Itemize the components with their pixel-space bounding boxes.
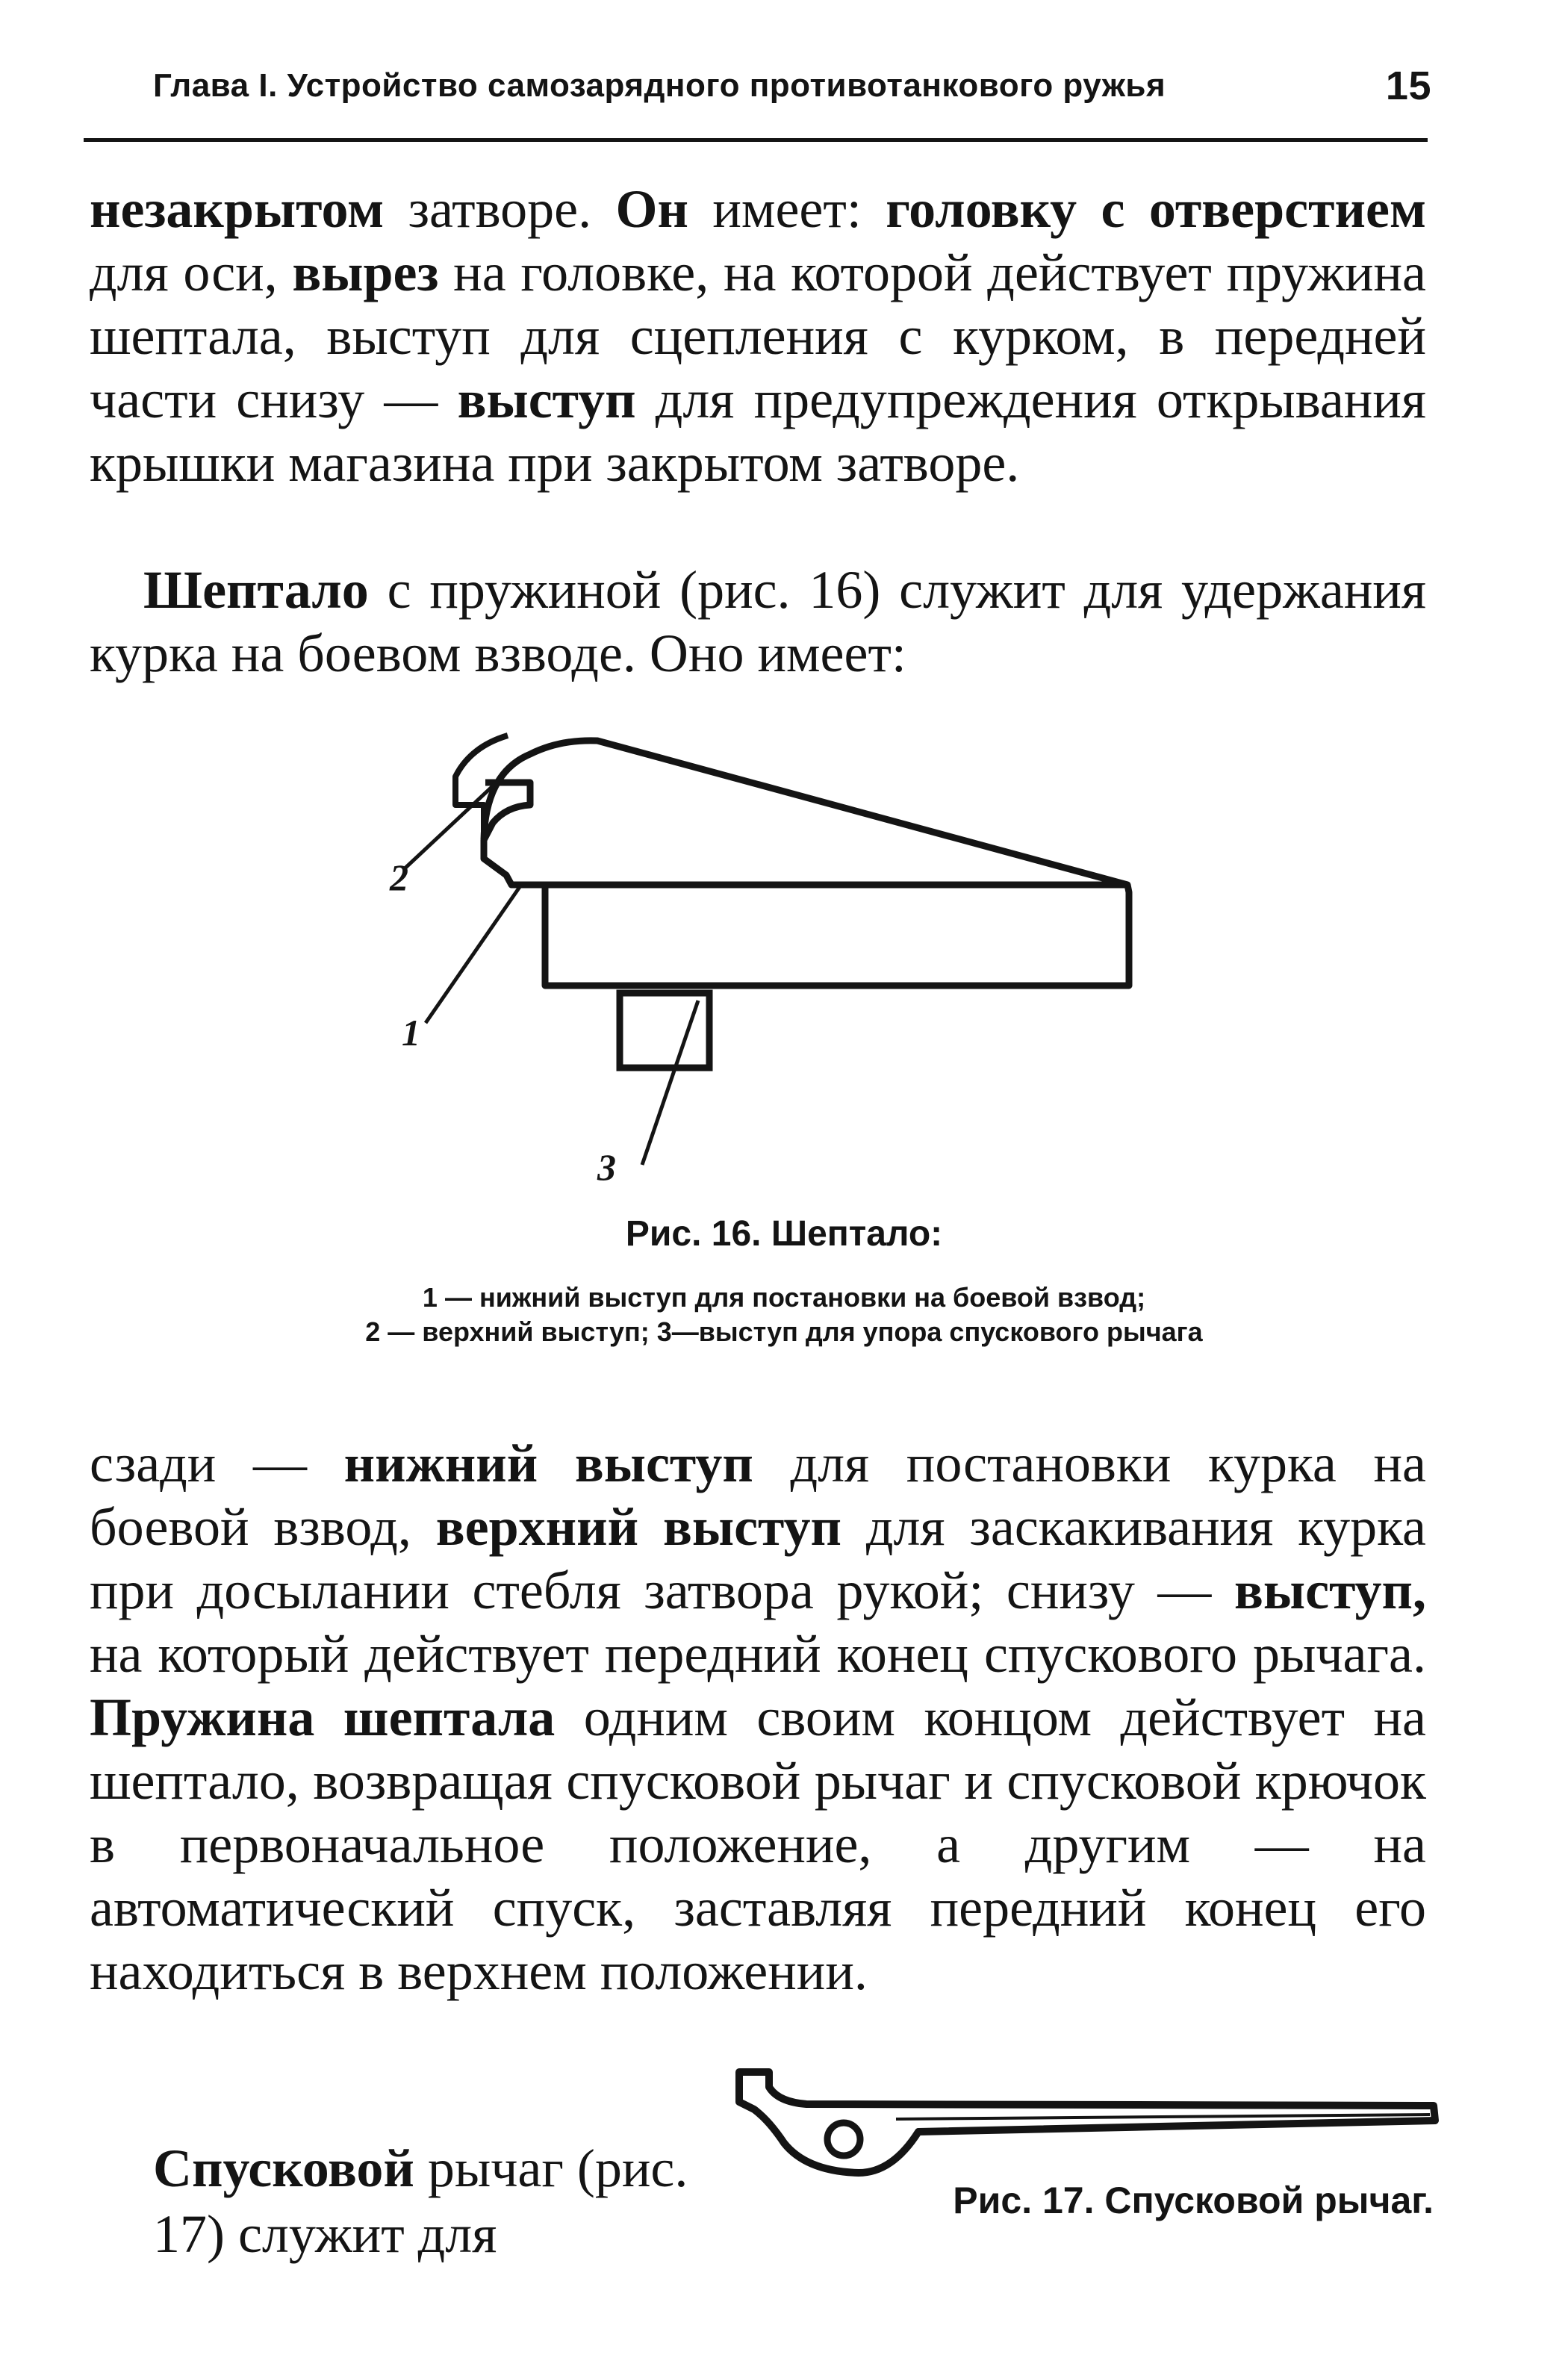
term-bold: нижний выступ <box>343 1434 753 1493</box>
text-span: на который действует передний конец спускового рычага. <box>90 1624 1426 1684</box>
term-bold: незакрытом <box>90 179 385 239</box>
lever-pivot-hole <box>827 2123 860 2156</box>
leader-line-1 <box>426 885 521 1023</box>
term-bold: Спусковой <box>153 2138 414 2198</box>
term-bold: вырез <box>292 243 439 302</box>
text-span: сзади — <box>90 1434 344 1493</box>
term-bold: Он <box>615 179 688 239</box>
page-number: 15 <box>1385 63 1431 108</box>
text-span: для предупреждения открывания крышки магазина при закрытом затворе. <box>90 370 1426 493</box>
paragraph-2 <box>90 559 1426 685</box>
text-span: для постановки курка на боевой взвод, <box>90 1434 1426 1557</box>
text-span: с пружиной (рис. 16) служит для удержания курка на боевом взводе. Оно имеет: <box>90 560 1426 683</box>
term-bold: выступ <box>457 370 636 429</box>
chapter-title: Глава I. Устройство самозарядного противотанкового ружья <box>153 67 1166 104</box>
figure-17-caption: Рис. 17. Спусковой рычаг. <box>953 2180 1434 2221</box>
callout-1: 1 <box>402 1012 420 1054</box>
term-bold: головку с отверстием <box>886 179 1426 239</box>
figure-16-legend <box>224 1281 1344 1349</box>
callout-3: 3 <box>597 1146 616 1187</box>
paragraph-1 <box>90 178 1426 495</box>
text-span: рычаг (рис. 17) служит для <box>153 2138 688 2264</box>
header-rule <box>84 138 1428 142</box>
term-bold: Шептало <box>143 560 369 620</box>
legend-line: 2 — верхний выступ; 3—выступ для упора спускового рычага <box>365 1316 1203 1347</box>
text-span: одним своим концом действует на шептало, возвращая спусковой рычаг и спусковой крючок в первоначальное положение, а другим — на автоматический спуск, заставляя передний конец его находиться в верхнем положении. <box>90 1687 1426 2001</box>
sear-head-notch <box>455 735 508 840</box>
text-span: на головке, на которой действует пружина шептала, выступ для сцепления с курком, в передней части снизу — <box>90 243 1426 429</box>
lever-edge <box>896 2115 1430 2119</box>
paragraph-4 <box>153 2135 691 2267</box>
callout-2: 2 <box>390 856 408 898</box>
paragraph-3 <box>90 1432 1426 2003</box>
figure-16-sear-drawing <box>373 694 1165 1187</box>
text-span: имеет: <box>688 179 886 239</box>
legend-line: 1 — нижний выступ для постановки на боевой взвод; <box>422 1282 1146 1313</box>
term-bold: выступ, <box>1234 1561 1426 1620</box>
running-head <box>153 63 1431 108</box>
sear-body-outline <box>484 741 1129 986</box>
text-span: для оси, <box>90 243 293 302</box>
text-span: затворе. <box>384 179 616 239</box>
figure-16-caption: Рис. 16. Шептало: <box>625 1214 943 1254</box>
term-bold: верхний выступ <box>435 1497 841 1557</box>
figure-17-trigger-lever-drawing <box>724 2061 1449 2188</box>
text-span: для заскакивания курка при досылании стебля затвора рукой; снизу — <box>90 1497 1427 1620</box>
term-bold: Пружина шептала <box>90 1687 556 1747</box>
leader-line-3 <box>642 1001 698 1165</box>
